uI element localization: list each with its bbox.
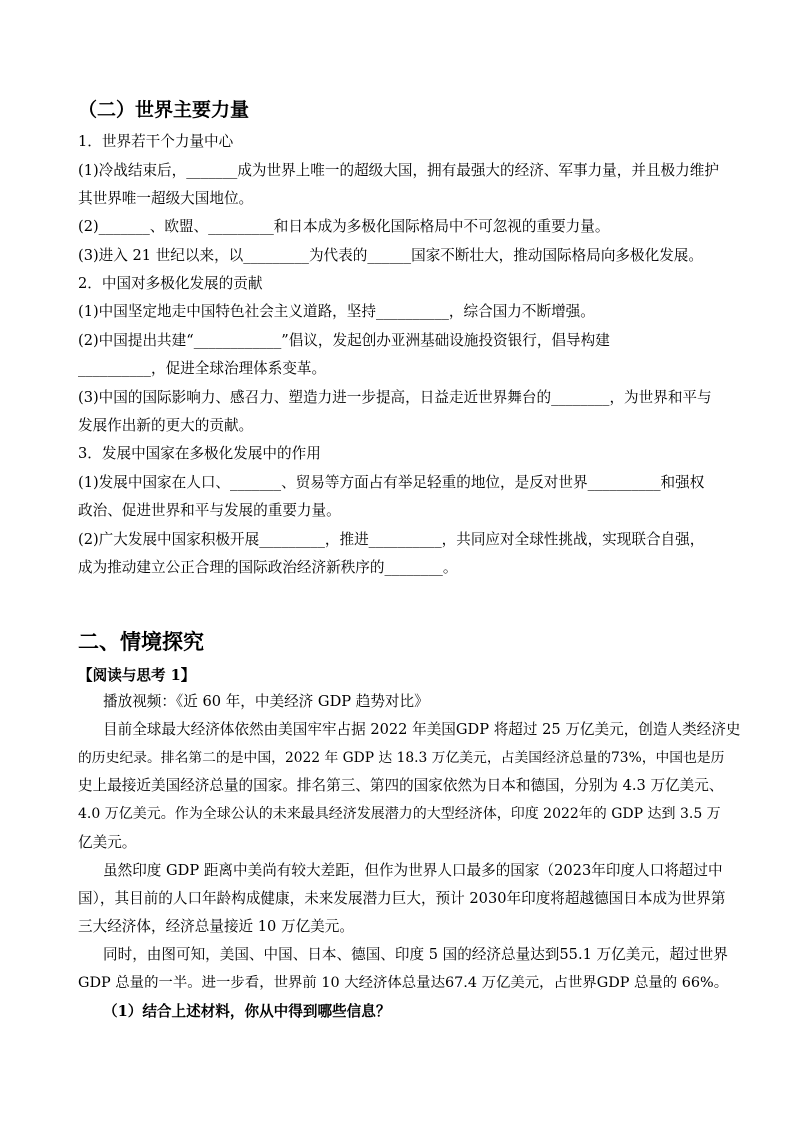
paragraph-line: 成为推动建立公正合理的国际政治经济新秩序的________。 [78,559,458,576]
paragraph-line: 虽然印度 GDP 距离中美尚有较大差距，但作为世界人口最多的国家（2023年印度人口将超过中 [103,862,723,879]
section-heading-situation-inquiry: 二、情境探究 [78,630,204,654]
paragraph-line: GDP 总量的一半。进一步看，世界前 10 大经济体总量达67.4 万亿美元，占世界GDP 总量的 66%。 [78,975,729,991]
paragraph-line: 发展作出新的更大的贡献。 [78,417,254,434]
section-heading-world-powers: （二）世界主要力量 [78,99,250,121]
paragraph-line: 政治、促进世界和平与发展的重要力量。 [78,502,341,519]
paragraph-line: (3)进入 21 世纪以来，以_________为代表的______国家不断壮大，推动国际格局向多极化发展。 [78,247,703,264]
subheading-developing-countries: 3．发展中国家在多极化发展中的作用 [78,445,321,462]
paragraph-line: 国），其目前的人口年龄构成健康，未来发展潜力巨大，预计 2030年印度将超越德国日本成为世界第 [78,890,726,907]
paragraph-line: 目前全球最大经济体依然由美国牢牢占据 2022 年美国GDP 将超过 25 万亿美元，创造人类经济史 [103,721,741,738]
subheading-china-contribution: 2．中国对多极化发展的贡献 [78,275,263,292]
paragraph-line: 史上最接近美国经济总量的国家。排名第三、第四的国家依然为日本和德国，分别为 4.3 万亿美元、 [78,777,724,794]
reading-subtitle: 【阅读与思考 1】 [78,667,196,684]
paragraph-line: 亿美元。 [78,834,137,851]
paragraph-line: (1)冷战结束后，_______成为世界上唯一的超级大国，拥有最强大的经济、军事力量，并且极力维护 [78,162,719,179]
paragraph-line: (2)中国提出共建“____________”倡议，发起创办亚洲基础设施投资银行，倡导构建 [78,332,610,349]
paragraph-line: 同时，由图可知，美国、中国、日本、德国、印度 5 国的经济总量达到55.1 万亿美元，超过世界 [103,946,728,963]
paragraph-line: (2)广大发展中国家积极开展_________，推进__________，共同应对全球性挑战，实现联合自强， [78,531,705,548]
paragraph-line: 三大经济体，经济总量接近 10 万亿美元。 [78,918,354,935]
paragraph-line: (1)发展中国家在人口、_______、贸易等方面占有举足轻重的地位，是反对世界__________和强权 [78,474,705,491]
paragraph-line: 的历史纪录。排名第二的是中国，2022 年 GDP 达 18.3 万亿美元，占美国经济总量的73%，中国也是历 [78,750,725,766]
paragraph-line: 其世界唯一超级大国地位。 [78,190,254,207]
paragraph-line: 4.0 万亿美元。作为全球公认的未来最具经济发展潜力的大型经济体，印度 2022年的 GDP 达到 3.5 万 [78,806,721,822]
subheading-power-centers: 1．世界若干个力量中心 [78,133,234,150]
paragraph-line: (3)中国的国际影响力、感召力、塑造力进一步提高，日益走近世界舞台的________，为世界和平与 [78,389,712,406]
question-1: （1）结合上述材料，你从中得到哪些信息？ [103,1003,391,1020]
paragraph-line: (2)_______、欧盟、_________和日本成为多极化国际格局中不可忽视的重要力量。 [78,218,610,235]
paragraph-line: (1)中国坚定地走中国特色社会主义道路，坚持__________，综合国力不断增强。 [78,303,595,320]
paragraph-line: __________，促进全球治理体系变革。 [78,360,327,377]
paragraph-line: 播放视频：《近 60 年，中美经济 GDP 趋势对比》 [103,693,429,710]
